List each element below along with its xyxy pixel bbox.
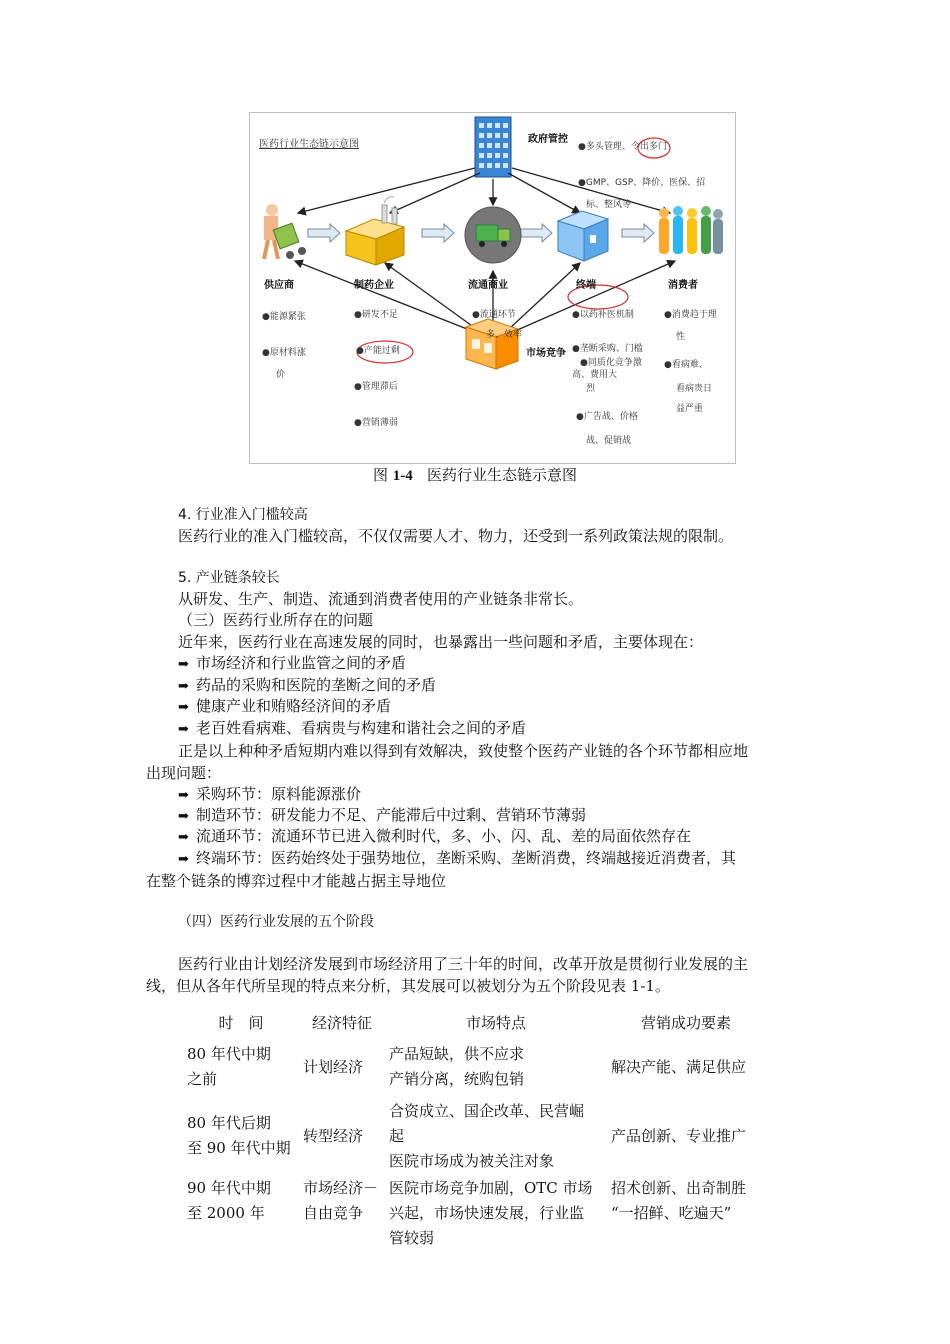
cell-economy: 计划经济: [303, 1057, 364, 1076]
section-4b-line-2: 线，但从各年代所呈现的特点来分析，其发展可以被划分为五个阶段见表 1-1。: [146, 977, 670, 995]
link-text: 终端环节：医药始终处于强势地位，垄断采购、垄断消费，终端越接近消费者，其: [196, 849, 737, 867]
arrow-bullet-icon: ➡: [178, 700, 189, 715]
terminal-building-icon: [558, 211, 608, 261]
government-building-icon: [475, 117, 511, 177]
col-header-time: 时 间: [218, 1013, 264, 1032]
arrow-bullet-icon: ➡: [178, 722, 189, 737]
market-shop-icon: [466, 319, 518, 369]
cell-success: 产品创新、专业推广: [611, 1126, 747, 1145]
paragraph-line-2: 出现问题：: [146, 764, 222, 782]
consumer-note-5: 益严重: [676, 404, 704, 414]
gov-note-2: ●GMP、GSP、降价、医保、招: [578, 178, 706, 188]
terminal-note-6: ●广告战、价格: [576, 412, 638, 422]
section-4-heading: 4. 行业准入门槛较高: [178, 507, 308, 523]
stages-table: [183, 1008, 765, 1256]
node-competition: 市场竞争: [526, 348, 566, 359]
consumer-note-2: 性: [676, 332, 686, 342]
link-text: 流通环节：流通环节已进入微利时代，多、小、闪、乱、差的局面依然存在: [196, 827, 692, 845]
terminal-note-5: 烈: [586, 384, 596, 394]
section-5-body: 从研发、生产、制造、流通到消费者使用的产业链条非常长。: [178, 590, 584, 608]
arrow-bullet-icon: ➡: [178, 852, 189, 867]
arrow-bullet-icon: ➡: [178, 830, 189, 845]
cell-market: 医院市场竞争加剧，OTC 市场 兴起，市场快速发展，行业监 管较弱: [389, 1179, 593, 1247]
node-supplier: 供应商: [264, 280, 294, 291]
cell-time: 80 年代中期 之前: [187, 1045, 271, 1088]
consumer-note-1: ●消费趋于理: [664, 310, 717, 320]
gov-note-1: ●多头管理、令出多门: [578, 142, 667, 152]
node-government: 政府管控: [528, 134, 568, 145]
figure-title: 医药行业生态链示意图: [259, 139, 359, 150]
section-3-heading: （三）医药行业所存在的问题: [178, 611, 374, 629]
cell-market: 产品短缺，供不应求 产销分离，统购包销: [389, 1045, 525, 1088]
cell-time: 90 年代中期 至 2000 年: [187, 1179, 271, 1222]
link-bullet-4: [178, 848, 736, 870]
link-bullet-2: [178, 805, 586, 827]
problem-text: 药品的采购和医院的垄断之间的矛盾: [196, 676, 437, 694]
manufacturer-note-4: ●营销薄弱: [354, 418, 398, 428]
problem-bullet-1: [178, 653, 406, 675]
section-5-heading: 5. 产业链条较长: [178, 570, 280, 586]
supplier-note-3: 价: [276, 370, 286, 380]
col-header-success: 营销成功要素: [640, 1013, 731, 1032]
col-header-economy: 经济特征: [311, 1013, 372, 1032]
arrow-bullet-icon: ➡: [178, 809, 189, 824]
distribution-note-2: 多、效率: [486, 330, 523, 340]
table-header-row: [183, 1008, 765, 1038]
cell-success: 招术创新、出奇制胜 “一招鲜、吃遍天”: [611, 1179, 747, 1222]
caption-prefix: 图: [372, 466, 388, 484]
problem-text: 市场经济和行业监管之间的矛盾: [196, 654, 407, 672]
consumer-note-4: 看病贵日: [676, 384, 713, 394]
section-4b-line-1: 医药行业由计划经济发展到市场经济用了三十年的时间，改革开放是贯彻行业发展的主: [178, 955, 749, 973]
problem-bullet-4: [178, 718, 526, 740]
caption-number: 1-4: [392, 468, 413, 484]
link-bullet-1: [178, 784, 361, 806]
figure-caption: [0, 464, 950, 485]
paragraph-line-1: 正是以上种种矛盾短期内难以得到有效解决，致使整个医药产业链的各个环节都相应地: [178, 742, 749, 760]
terminal-note-1: ●以药补医机制: [572, 310, 634, 320]
link-bullet-3: [178, 826, 691, 848]
terminal-note-3: ●同质化竞争激: [580, 358, 642, 368]
arrow-bullet-icon: ➡: [178, 679, 189, 694]
link-bullet-4-cont: 在整个链条的博弈过程中才能越占据主导地位: [146, 872, 447, 890]
terminal-note-2: ●垄断采购、门槛: [572, 344, 643, 354]
problem-text: 健康产业和贿赂经济间的矛盾: [196, 697, 392, 715]
node-manufacturer: 制药企业: [354, 280, 394, 291]
terminal-note-4: 高、费用大: [572, 370, 618, 380]
cell-economy: 市场经济－ 自由竞争: [303, 1179, 379, 1222]
problem-bullet-3: [178, 696, 391, 718]
table-row: [183, 1176, 765, 1256]
manufacturer-note-3: ●管理滞后: [354, 382, 398, 392]
distribution-truck-icon: [465, 207, 521, 263]
terminal-note-7: 战、促销战: [586, 436, 632, 446]
problem-text: 老百姓看病难、看病贵与构建和谐社会之间的矛盾: [196, 719, 527, 737]
section-3-intro: 近年来，医药行业在高速发展的同时，也暴露出一些问题和矛盾，主要体现在：: [178, 633, 704, 651]
link-text: 采购环节：原料能源涨价: [196, 785, 362, 803]
manufacturer-note-2: ●产能过剩: [356, 346, 400, 356]
cell-success: 解决产能、满足供应: [611, 1057, 747, 1076]
problem-bullet-2: [178, 675, 436, 697]
node-terminal: 终端: [576, 280, 596, 291]
ecosystem-figure: [249, 112, 736, 464]
table-row: [183, 1038, 765, 1096]
col-header-market: 市场特点: [465, 1013, 526, 1032]
section-4b-heading: （四）医药行业发展的五个阶段: [178, 914, 374, 930]
supplier-note-2: ●原材料涨: [262, 348, 306, 358]
consumers-icon: [659, 206, 723, 254]
consumer-note-3: ●看病难、: [664, 360, 708, 370]
gov-note-3: 标、整风等: [586, 200, 632, 210]
section-4-body: 医药行业的准入门槛较高，不仅仅需要人才、物力，还受到一系列政策法规的限制。: [178, 527, 734, 545]
node-consumer: 消费者: [668, 280, 698, 291]
cell-time: 80 年代后期 至 90 年代中期: [187, 1114, 291, 1157]
supplier-note-1: ●能源紧张: [262, 312, 306, 322]
link-text: 制造环节：研发能力不足、产能滞后中过剩、营销环节薄弱: [196, 806, 587, 824]
factory-icon: [346, 197, 404, 265]
cell-economy: 转型经济: [303, 1126, 364, 1145]
node-distribution: 流通商业: [468, 280, 508, 291]
arrow-bullet-icon: ➡: [178, 657, 189, 672]
caption-text: 医药行业生态链示意图: [427, 466, 578, 484]
manufacturer-note-1: ●研发不足: [354, 310, 398, 320]
table-row: [183, 1096, 765, 1176]
arrow-bullet-icon: ➡: [178, 788, 189, 803]
distribution-note-1: ●流通环节: [472, 310, 516, 320]
cell-market: 合资成立、国企改革、民营崛 起 医院市场成为被关注对象: [389, 1101, 585, 1170]
